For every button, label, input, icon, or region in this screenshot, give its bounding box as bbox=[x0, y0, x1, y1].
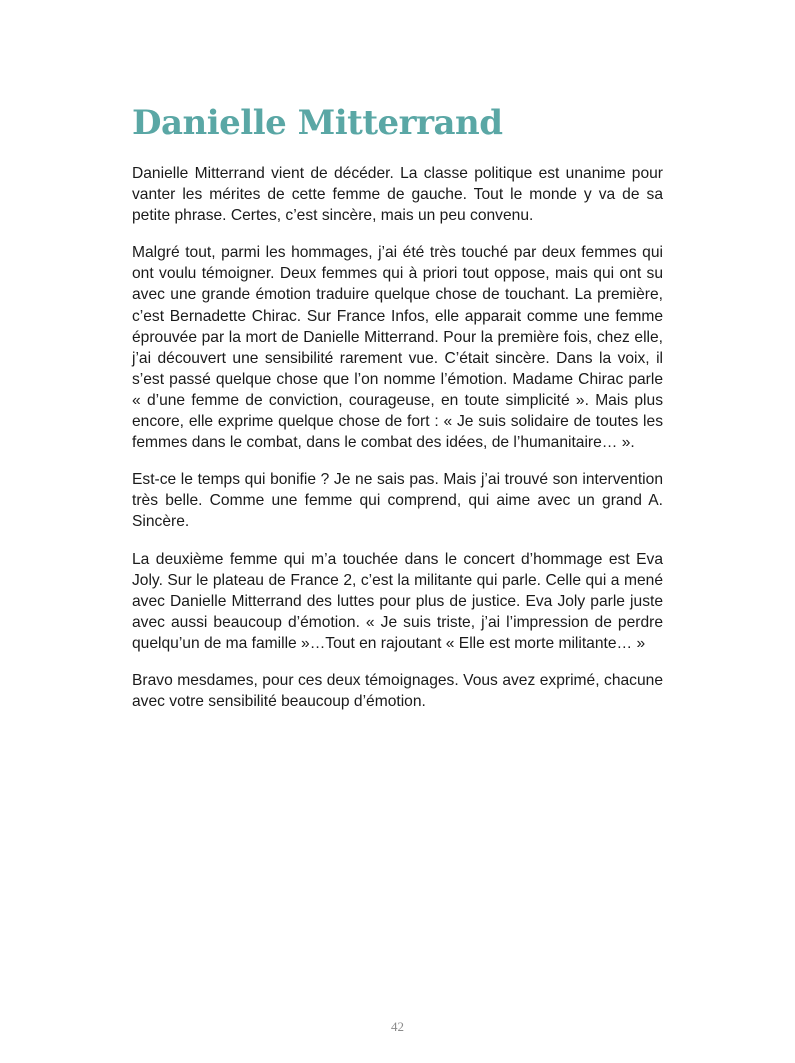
article-body bbox=[132, 163, 663, 728]
article-title: Danielle Mitterrand bbox=[132, 103, 503, 143]
page-number: 42 bbox=[391, 1019, 404, 1034]
paragraph-eva-joly: La deuxième femme qui m’a touchée dans le concert d’hommage est Eva Joly. Sur le plateau de France 2, c’est la militante qui parle. Celle qui a mené avec Danielle Mitterrand des luttes pour plus de justice. Eva Joly parle juste avec aussi beaucoup d’émotion. « Je suis triste, j’ai l’impression de perdre quelqu’un de ma famille »…Tout en rajoutant « Elle est morte militante… » bbox=[132, 550, 663, 652]
paragraph-reflection: Est-ce le temps qui bonifie ? Je ne sais pas. Mais j’ai trouvé son intervention très belle. Comme une femme qui comprend, qui aime avec un grand A. Sincère. bbox=[132, 471, 663, 531]
paragraph-intro: Danielle Mitterrand vient de décéder. La classe politique est unanime pour vanter les mérites de cette femme de gauche. Tout le monde y va de sa petite phrase. Certes, c’est sincère, mais un peu convenu. bbox=[132, 165, 663, 225]
paragraph-conclusion: Bravo mesdames, pour ces deux témoignages. Vous avez exprimé, chacune avec votre sensibilité beaucoup d’émotion. bbox=[132, 671, 663, 711]
paragraph-bernadette-chirac: Malgré tout, parmi les hommages, j’ai été très touché par deux femmes qui ont voulu témoigner. Deux femmes qui à priori tout oppose, mais qui ont su avec une grande émotion traduire quelque chose de touchant. La première, c’est Bernadette Chirac. Sur France Infos, elle apparait comme une femme éprouvée par la mort de Danielle Mitterrand. Pour la première fois, chez elle, j’ai découvert une sensibilité rarement vue. C’était sincère. Dans la voix, il s’est passé quelque chose que l’on nomme l’émotion. Madame Chirac parle « d’une femme de conviction, courageuse, en toute simplicité ». Mais plus encore, elle exprime quelque chose de fort : « Je suis solidaire de toutes les femmes dans le combat, dans le combat des idées, de l’humanitaire… ». bbox=[132, 244, 663, 452]
